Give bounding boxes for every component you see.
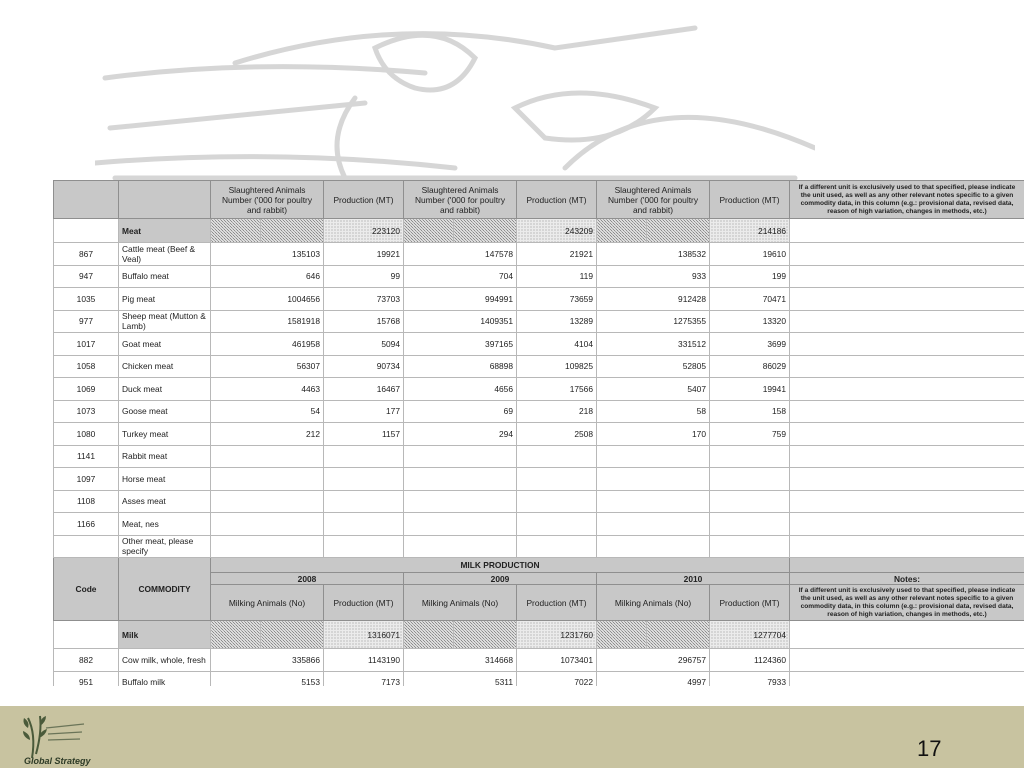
- hatched-cell: [647, 621, 710, 649]
- slaughtered-value: 397165: [404, 333, 517, 356]
- production-value: [710, 535, 790, 558]
- slaughtered-value: 1409351: [404, 310, 517, 333]
- note-cell: [790, 378, 1024, 401]
- production-value: 5094: [324, 333, 404, 356]
- group-total: 214186: [710, 219, 790, 243]
- production-header: Production (MT): [710, 181, 790, 219]
- production-value: 21921: [517, 243, 597, 266]
- slaughtered-value: 4656: [404, 378, 517, 401]
- slaughtered-value: 58: [597, 400, 710, 423]
- header-blank: [119, 181, 211, 219]
- slaughtered-value: 912428: [597, 288, 710, 311]
- production-value: 1073401: [517, 649, 597, 672]
- production-value: 86029: [710, 355, 790, 378]
- commodity-cell: Cattle meat (Beef & Veal): [119, 243, 211, 266]
- production-value: [324, 535, 404, 558]
- notes-header: If a different unit is exclusively used to that specified, please indicate the unit used, as well as any other relevant notes specific to a given commodity data, in this column (e.g.: provisional data, revised data, reason of high variation, changes in methods, etc.): [790, 585, 1024, 621]
- commodity-cell: Horse meat: [119, 468, 211, 491]
- production-value: 759: [710, 423, 790, 446]
- code-cell: 977: [54, 310, 119, 333]
- commodity-cell: Buffalo meat: [119, 265, 211, 288]
- production-value: [710, 468, 790, 491]
- table-row: [54, 649, 1024, 672]
- hatched-cell: [261, 621, 324, 649]
- slaughtered-value: 54: [211, 400, 324, 423]
- code-cell: 882: [54, 649, 119, 672]
- slaughtered-value: [404, 445, 517, 468]
- slaughtered-value: 69: [404, 400, 517, 423]
- slaughtered-value: 933: [597, 265, 710, 288]
- code-header: Code: [54, 558, 119, 621]
- slaughtered-value: [211, 535, 324, 558]
- table-row: [54, 535, 1024, 558]
- wheat-watermark-graphic: [95, 18, 815, 193]
- slaughtered-value: 4463: [211, 378, 324, 401]
- slaughtered-value: 461958: [211, 333, 324, 356]
- milking-value: 5311: [404, 671, 517, 686]
- hatched-cell: [261, 219, 324, 243]
- commodity-cell: Goose meat: [119, 400, 211, 423]
- production-value: [517, 535, 597, 558]
- note-cell: [790, 400, 1024, 423]
- table-row: [54, 310, 1024, 333]
- commodity-cell: Rabbit meat: [119, 445, 211, 468]
- note-cell: [790, 490, 1024, 513]
- commodity-cell: Pig meat: [119, 288, 211, 311]
- slaughtered-value: 994991: [404, 288, 517, 311]
- slaughtered-value: 170: [597, 423, 710, 446]
- table-row: [54, 288, 1024, 311]
- group-total: 1316071: [324, 621, 404, 649]
- logo-text: Global Strategy: [24, 756, 91, 766]
- milking-header: Milking Animals (No): [211, 585, 324, 621]
- production-value: 7933: [710, 671, 790, 686]
- group-total: 243209: [517, 219, 597, 243]
- slaughtered-value: [211, 490, 324, 513]
- production-value: 2508: [517, 423, 597, 446]
- production-value: [517, 490, 597, 513]
- commodity-header: COMMODITY: [119, 558, 211, 621]
- code-cell: 867: [54, 243, 119, 266]
- production-value: 19610: [710, 243, 790, 266]
- production-value: [710, 513, 790, 536]
- production-value: 1143190: [324, 649, 404, 672]
- milking-value: 335866: [211, 649, 324, 672]
- code-cell: 1035: [54, 288, 119, 311]
- commodity-cell: Other meat, please specify: [119, 535, 211, 558]
- production-value: 158: [710, 400, 790, 423]
- hatched-cell: [597, 621, 647, 649]
- production-value: 1124360: [710, 649, 790, 672]
- note-cell: [790, 535, 1024, 558]
- slaughtered-value: [597, 490, 710, 513]
- commodity-cell: Sheep meat (Mutton & Lamb): [119, 310, 211, 333]
- note-cell: [790, 333, 1024, 356]
- page-number: 17: [917, 736, 942, 761]
- year-header: 2008: [211, 573, 404, 585]
- production-value: [324, 468, 404, 491]
- production-value: 70471: [710, 288, 790, 311]
- table-row: [54, 490, 1024, 513]
- production-value: 13289: [517, 310, 597, 333]
- code-cell: 947: [54, 265, 119, 288]
- code-cell: 1069: [54, 378, 119, 401]
- slaughtered-value: 212: [211, 423, 324, 446]
- table-row: [54, 468, 1024, 491]
- milking-value: 314668: [404, 649, 517, 672]
- table-row: [54, 400, 1024, 423]
- code-cell: 951: [54, 671, 119, 686]
- hatched-cell: [647, 219, 710, 243]
- note-cell: [790, 468, 1024, 491]
- production-value: 15768: [324, 310, 404, 333]
- table-row: [54, 513, 1024, 536]
- note-cell: [790, 513, 1024, 536]
- slaughtered-value: [597, 535, 710, 558]
- slaughtered-value: [404, 513, 517, 536]
- notes-header: If a different unit is exclusively used to that specified, please indicate the unit used, as well as any other relevant notes specific to a given commodity data, in this column (e.g.: provisional data, revised data, reason of high variation, changes in methods, etc.): [790, 181, 1024, 219]
- hatched-cell: [404, 219, 454, 243]
- group-total: 1277704: [710, 621, 790, 649]
- production-value: [324, 490, 404, 513]
- note-cell: [790, 219, 1024, 243]
- production-value: 1157: [324, 423, 404, 446]
- group-label: Milk: [119, 621, 211, 649]
- production-value: 19921: [324, 243, 404, 266]
- hatched-cell: [454, 621, 517, 649]
- group-total: 1231760: [517, 621, 597, 649]
- production-header: Production (MT): [324, 181, 404, 219]
- slaughtered-value: 138532: [597, 243, 710, 266]
- code-cell: [54, 621, 119, 649]
- note-cell: [790, 621, 1024, 649]
- production-value: [324, 513, 404, 536]
- commodity-cell: Cow milk, whole, fresh: [119, 649, 211, 672]
- slaughtered-value: [597, 513, 710, 536]
- hatched-cell: [404, 621, 454, 649]
- table-row: [54, 355, 1024, 378]
- header-blank: [54, 181, 119, 219]
- table-row: [54, 423, 1024, 446]
- commodity-cell: Turkey meat: [119, 423, 211, 446]
- commodity-cell: Chicken meat: [119, 355, 211, 378]
- hatched-cell: [211, 219, 261, 243]
- production-value: [710, 445, 790, 468]
- milking-header: Milking Animals (No): [597, 585, 710, 621]
- slaughtered-value: 704: [404, 265, 517, 288]
- commodity-cell: Goat meat: [119, 333, 211, 356]
- slide-footer-bar: [0, 706, 1024, 768]
- production-value: 13320: [710, 310, 790, 333]
- year-header: 2009: [404, 573, 597, 585]
- hatched-cell: [454, 219, 517, 243]
- table-row: [54, 265, 1024, 288]
- header-blank: [790, 558, 1024, 573]
- slaughtered-value: [404, 468, 517, 491]
- milking-value: 296757: [597, 649, 710, 672]
- table-row: [54, 671, 1024, 686]
- production-value: [710, 490, 790, 513]
- production-header: Production (MT): [517, 585, 597, 621]
- commodity-cell: Meat, nes: [119, 513, 211, 536]
- production-value: 199: [710, 265, 790, 288]
- group-total: 223120: [324, 219, 404, 243]
- milking-value: 5153: [211, 671, 324, 686]
- meat-group-row: [54, 219, 1024, 243]
- group-label: Meat: [119, 219, 211, 243]
- hatched-cell: [597, 219, 647, 243]
- commodity-cell: Asses meat: [119, 490, 211, 513]
- table-row: [54, 243, 1024, 266]
- notes-label: Notes:: [790, 573, 1024, 585]
- production-value: 3699: [710, 333, 790, 356]
- note-cell: [790, 265, 1024, 288]
- table-row: [54, 445, 1024, 468]
- slaughtered-value: 646: [211, 265, 324, 288]
- slaughtered-value: 331512: [597, 333, 710, 356]
- production-header: Production (MT): [324, 585, 404, 621]
- production-value: 218: [517, 400, 597, 423]
- production-value: [517, 445, 597, 468]
- slaughtered-value: 135103: [211, 243, 324, 266]
- code-cell: 1097: [54, 468, 119, 491]
- table-row: [54, 333, 1024, 356]
- production-value: 19941: [710, 378, 790, 401]
- slaughtered-value: 1275355: [597, 310, 710, 333]
- production-value: 73659: [517, 288, 597, 311]
- production-value: [517, 468, 597, 491]
- slaughtered-value: [211, 445, 324, 468]
- slaughtered-value: [597, 445, 710, 468]
- slaughtered-value: 294: [404, 423, 517, 446]
- milking-value: 4997: [597, 671, 710, 686]
- production-value: [324, 445, 404, 468]
- production-value: 73703: [324, 288, 404, 311]
- production-value: 90734: [324, 355, 404, 378]
- production-header: Production (MT): [517, 181, 597, 219]
- commodity-cell: Buffalo milk: [119, 671, 211, 686]
- milk-title-row: [54, 558, 1024, 573]
- meat-header-row: [54, 181, 1024, 219]
- production-value: 7022: [517, 671, 597, 686]
- slaughtered-value: 68898: [404, 355, 517, 378]
- production-value: 109825: [517, 355, 597, 378]
- commodity-cell: Duck meat: [119, 378, 211, 401]
- slaughtered-value: 147578: [404, 243, 517, 266]
- milk-group-row: [54, 621, 1024, 649]
- slaughtered-value: 56307: [211, 355, 324, 378]
- table-row: [54, 378, 1024, 401]
- note-cell: [790, 355, 1024, 378]
- slaughtered-value: 1581918: [211, 310, 324, 333]
- note-cell: [790, 423, 1024, 446]
- slaughtered-value: [211, 513, 324, 536]
- production-value: 99: [324, 265, 404, 288]
- slaughtered-value: [211, 468, 324, 491]
- slaughtered-value: 52805: [597, 355, 710, 378]
- production-value: 119: [517, 265, 597, 288]
- production-value: 177: [324, 400, 404, 423]
- code-cell: 1058: [54, 355, 119, 378]
- code-cell: [54, 219, 119, 243]
- note-cell: [790, 671, 1024, 686]
- year-header: 2010: [597, 573, 790, 585]
- production-value: 17566: [517, 378, 597, 401]
- code-cell: 1017: [54, 333, 119, 356]
- note-cell: [790, 288, 1024, 311]
- note-cell: [790, 445, 1024, 468]
- production-value: 7173: [324, 671, 404, 686]
- note-cell: [790, 649, 1024, 672]
- production-header: Production (MT): [710, 585, 790, 621]
- section-title: MILK PRODUCTION: [211, 558, 790, 573]
- slaughtered-value: [404, 535, 517, 558]
- slaughtered-value: 5407: [597, 378, 710, 401]
- production-value: 16467: [324, 378, 404, 401]
- hatched-cell: [211, 621, 261, 649]
- milking-header: Milking Animals (No): [404, 585, 517, 621]
- slaughtered-value: 1004656: [211, 288, 324, 311]
- code-cell: [54, 535, 119, 558]
- slaughtered-header: Slaughtered Animals Number ('000 for poultry and rabbit): [211, 181, 324, 219]
- spreadsheet-table: [53, 180, 1024, 686]
- slaughtered-value: [597, 468, 710, 491]
- slaughtered-header: Slaughtered Animals Number ('000 for poultry and rabbit): [404, 181, 517, 219]
- code-cell: 1141: [54, 445, 119, 468]
- note-cell: [790, 310, 1024, 333]
- code-cell: 1166: [54, 513, 119, 536]
- code-cell: 1108: [54, 490, 119, 513]
- code-cell: 1073: [54, 400, 119, 423]
- note-cell: [790, 243, 1024, 266]
- slaughtered-header: Slaughtered Animals Number ('000 for poultry and rabbit): [597, 181, 710, 219]
- production-value: 4104: [517, 333, 597, 356]
- code-cell: 1080: [54, 423, 119, 446]
- slaughtered-value: [404, 490, 517, 513]
- production-value: [517, 513, 597, 536]
